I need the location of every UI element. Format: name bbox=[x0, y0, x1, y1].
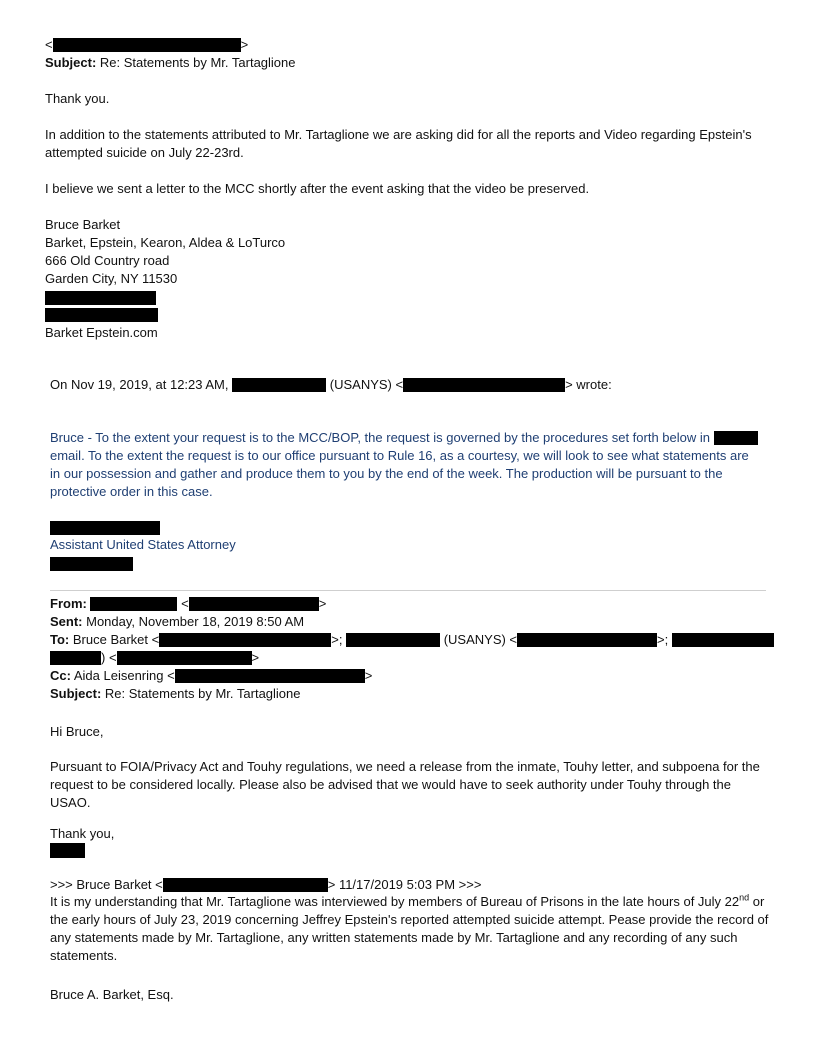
signature-city: Garden City, NY 11530 bbox=[45, 271, 178, 286]
to-line2-a: ) < bbox=[101, 650, 117, 665]
greeting: Thank you. bbox=[45, 91, 110, 106]
subject-text: Re: Statements by Mr. Tartaglione bbox=[104, 686, 301, 701]
reply-header bbox=[50, 377, 612, 393]
redacted-line bbox=[45, 290, 156, 306]
redacted-line bbox=[50, 556, 133, 572]
redacted-line bbox=[50, 843, 85, 859]
redaction bbox=[714, 431, 758, 445]
redaction bbox=[50, 651, 101, 665]
redacted-line bbox=[45, 307, 158, 323]
cc-label: Cc: bbox=[50, 668, 71, 683]
from-label: From: bbox=[50, 596, 87, 611]
redaction bbox=[159, 633, 331, 647]
reply-body-part-2: email. To the extent the request is to our office pursuant to Rule 16, as a courtesy, we will look to see what statements are in our possession and gather and produce them to you by the end of the week. The production will be pursuant to the protective order in this case. bbox=[50, 448, 749, 499]
redaction bbox=[232, 378, 326, 392]
original-signature: Bruce A. Barket, Esq. bbox=[50, 987, 174, 1002]
signature-street: 666 Old Country road bbox=[45, 253, 170, 268]
body-paragraph-2: I believe we sent a letter to the MCC shortly after the event asking that the video be preserved. bbox=[45, 181, 590, 196]
to-line2-b: > bbox=[251, 650, 260, 665]
redaction bbox=[50, 843, 85, 858]
redaction bbox=[672, 633, 774, 647]
sent-value: Monday, November 18, 2019 8:50 AM bbox=[86, 614, 305, 629]
to-label: To: bbox=[50, 632, 70, 647]
bop-body: Pursuant to FOIA/Privacy Act and Touhy regulations, we need a release from the inmate, Touhy letter, and subpoena for the request to be considered locally. Please also be advised that we would have to seek authority under Touhy through the USAO. bbox=[50, 759, 760, 810]
bop-sent-line bbox=[50, 614, 304, 630]
cc-name: Aida Leisenring < bbox=[73, 668, 175, 683]
original-body-part-2: or the early hours of July 23, 2019 concerning Jeffrey Epstein's reported attempted suicide attempt. Pease provide the record of any statements made by Mr. Tartaglione, any written statements made by Mr. Tartaglione and any recording of any such statements. bbox=[50, 894, 769, 963]
separator: >; bbox=[657, 632, 669, 647]
angle-close: > bbox=[240, 37, 249, 52]
subject-label: Subject: bbox=[45, 55, 97, 70]
original-header-post: > 11/17/2019 5:03 PM >>> bbox=[327, 877, 482, 892]
redaction bbox=[50, 557, 133, 571]
bop-closing: Thank you, bbox=[50, 826, 115, 841]
redaction bbox=[517, 633, 657, 647]
redaction bbox=[175, 669, 365, 683]
bop-to-line-2 bbox=[50, 650, 259, 666]
redaction bbox=[163, 878, 328, 892]
redaction bbox=[403, 378, 565, 392]
reply-org: (USANYS) < bbox=[329, 377, 404, 392]
from-line bbox=[45, 37, 248, 53]
reply-body-part-1: Bruce - To the extent your request is to the MCC/BOP, the request is governed by the procedures set forth below in bbox=[50, 430, 710, 445]
redaction bbox=[45, 308, 158, 322]
separator: >; bbox=[331, 632, 343, 647]
bop-cc-line bbox=[50, 668, 372, 684]
original-header bbox=[50, 877, 481, 893]
original-body-part-1: It is my understanding that Mr. Tartaglione was interviewed by members of Bureau of Prisons in the late hours of July 22 bbox=[50, 894, 740, 909]
bop-to-line bbox=[50, 632, 774, 648]
subject-text: Re: Statements by Mr. Tartaglione bbox=[99, 55, 296, 70]
sent-label: Sent: bbox=[50, 614, 83, 629]
redaction bbox=[117, 651, 252, 665]
redaction bbox=[189, 597, 319, 611]
reply-title: Assistant United States Attorney bbox=[50, 537, 236, 552]
redaction bbox=[53, 38, 241, 52]
reply-date: On Nov 19, 2019, at 12:23 AM, bbox=[50, 377, 229, 392]
subject-label: Subject: bbox=[50, 686, 102, 701]
redaction bbox=[50, 521, 160, 535]
redaction bbox=[346, 633, 440, 647]
reply-body bbox=[50, 429, 760, 501]
signature-website: Barket Epstein.com bbox=[45, 325, 158, 340]
bop-greeting: Hi Bruce, bbox=[50, 724, 104, 739]
ordinal-suffix: nd bbox=[739, 892, 750, 903]
signature-name: Bruce Barket bbox=[45, 217, 121, 232]
original-header-pre: >>> Bruce Barket < bbox=[50, 877, 163, 892]
reply-wrote: > wrote: bbox=[565, 377, 612, 392]
bop-subject-line bbox=[50, 686, 301, 702]
redaction bbox=[90, 597, 177, 611]
to-name: Bruce Barket < bbox=[72, 632, 160, 647]
original-body bbox=[50, 893, 772, 965]
to-usanys: (USANYS) < bbox=[443, 632, 518, 647]
redacted-line bbox=[50, 520, 160, 536]
signature-firm: Barket, Epstein, Kearon, Aldea & LoTurco bbox=[45, 235, 286, 250]
body-paragraph-1: In addition to the statements attributed to Mr. Tartaglione we are asking did for all the reports and Video regarding Epstein's attempted suicide on July 22-23rd. bbox=[45, 127, 752, 160]
angle-open: < bbox=[45, 37, 53, 52]
subject-line bbox=[45, 55, 296, 71]
redaction bbox=[45, 291, 156, 305]
cc-close: > bbox=[364, 668, 373, 683]
divider bbox=[50, 590, 766, 591]
bop-from-line: From: < > bbox=[50, 596, 327, 611]
